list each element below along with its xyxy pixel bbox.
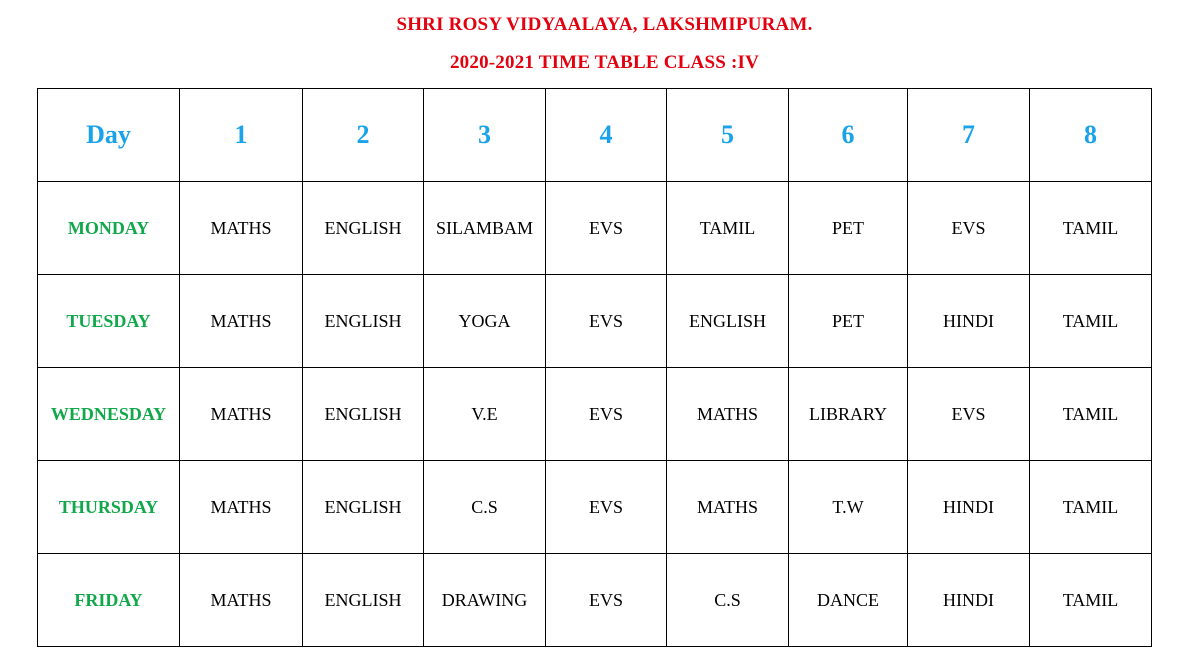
- subject-cell: ENGLISH: [303, 368, 424, 461]
- subject-cell: MATHS: [667, 368, 789, 461]
- subject-cell: LIBRARY: [789, 368, 908, 461]
- subject-cell: TAMIL: [1030, 368, 1152, 461]
- timetable-header-row: [38, 89, 1152, 182]
- subject-cell: MATHS: [180, 554, 303, 647]
- subject-cell: TAMIL: [1030, 461, 1152, 554]
- column-header-period-6: 6: [789, 89, 908, 182]
- column-header-period-8: 8: [1030, 89, 1152, 182]
- day-cell: TUESDAY: [38, 275, 180, 368]
- day-cell: FRIDAY: [38, 554, 180, 647]
- subject-cell: EVS: [546, 461, 667, 554]
- table-row: [38, 368, 1152, 461]
- day-cell: MONDAY: [38, 182, 180, 275]
- subject-cell: HINDI: [908, 461, 1030, 554]
- table-row: [38, 461, 1152, 554]
- subject-cell: C.S: [667, 554, 789, 647]
- column-header-period-5: 5: [667, 89, 789, 182]
- column-header-period-3: 3: [424, 89, 546, 182]
- column-header-period-1: 1: [180, 89, 303, 182]
- table-row: [38, 554, 1152, 647]
- subject-cell: MATHS: [180, 275, 303, 368]
- subject-cell: YOGA: [424, 275, 546, 368]
- subject-cell: EVS: [908, 368, 1030, 461]
- subject-cell: PET: [789, 182, 908, 275]
- day-cell: WEDNESDAY: [38, 368, 180, 461]
- subject-cell: ENGLISH: [303, 461, 424, 554]
- subject-cell: ENGLISH: [303, 554, 424, 647]
- subject-cell: ENGLISH: [667, 275, 789, 368]
- table-row: [38, 182, 1152, 275]
- subject-cell: TAMIL: [1030, 554, 1152, 647]
- subject-cell: TAMIL: [1030, 275, 1152, 368]
- subject-cell: ENGLISH: [303, 275, 424, 368]
- subject-cell: MATHS: [667, 461, 789, 554]
- subject-cell: DRAWING: [424, 554, 546, 647]
- timetable-subtitle: 2020-2021 TIME TABLE CLASS :IV: [449, 52, 759, 73]
- column-header-day: Day: [38, 89, 180, 182]
- subject-cell: EVS: [908, 182, 1030, 275]
- subject-cell: SILAMBAM: [424, 182, 546, 275]
- timetable: [37, 88, 1152, 647]
- subject-cell: C.S: [424, 461, 546, 554]
- subject-cell: HINDI: [908, 275, 1030, 368]
- subject-cell: EVS: [546, 554, 667, 647]
- column-header-period-7: 7: [908, 89, 1030, 182]
- subject-cell: TAMIL: [1030, 182, 1152, 275]
- subject-cell: MATHS: [180, 368, 303, 461]
- subject-cell: EVS: [546, 182, 667, 275]
- day-cell: THURSDAY: [38, 461, 180, 554]
- subject-cell: DANCE: [789, 554, 908, 647]
- subject-cell: MATHS: [180, 461, 303, 554]
- subject-cell: HINDI: [908, 554, 1030, 647]
- column-header-period-4: 4: [546, 89, 667, 182]
- subject-cell: MATHS: [180, 182, 303, 275]
- subject-cell: EVS: [546, 275, 667, 368]
- table-row: [38, 275, 1152, 368]
- subject-cell: PET: [789, 275, 908, 368]
- column-header-period-2: 2: [303, 89, 424, 182]
- school-name-title: SHRI ROSY VIDYAALAYA, LAKSHMIPURAM.: [396, 14, 813, 35]
- subject-cell: TAMIL: [667, 182, 789, 275]
- subject-cell: V.E: [424, 368, 546, 461]
- subject-cell: EVS: [546, 368, 667, 461]
- subject-cell: T.W: [789, 461, 908, 554]
- subject-cell: ENGLISH: [303, 182, 424, 275]
